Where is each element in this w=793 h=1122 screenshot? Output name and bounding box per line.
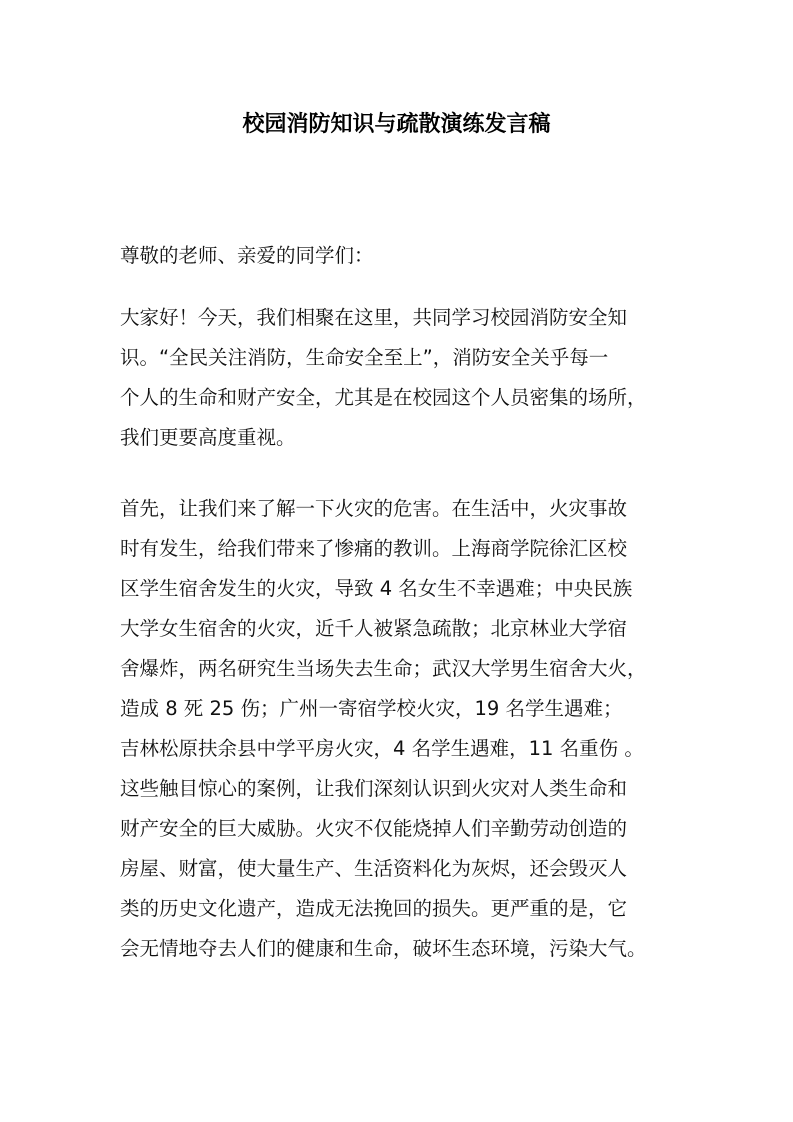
paragraph-line: 我们更要高度重视。 bbox=[120, 426, 296, 449]
paragraph-line: 大学女生宿舍的火灾，近千人被紧急疏散；北京林业大学宿 bbox=[120, 617, 628, 640]
paragraph-fire-hazards bbox=[120, 489, 700, 969]
paragraph-line: 个人的生命和财产安全，尤其是在校园这个人员密集的场所， bbox=[120, 386, 647, 409]
paragraph-line: 大家好！今天，我们相聚在这里，共同学习校园消防安全知 bbox=[120, 306, 628, 329]
paragraph-intro bbox=[120, 298, 700, 458]
paragraph-line: 造成 8 死 25 伤；广州一寄宿学校火灾，19 名学生遇难； bbox=[120, 697, 623, 720]
paragraph-line: 吉林松原扶余县中学平房火灾，4 名学生遇难，11 名重伤 。 bbox=[120, 737, 644, 760]
paragraph-line: 财产安全的巨大威胁。火灾不仅能烧掉人们辛勤劳动创造的 bbox=[120, 817, 628, 840]
paragraph-line: 类的历史文化遗产，造成无法挽回的损失。更严重的是，它 bbox=[120, 897, 628, 920]
paragraph-line: 会无情地夺去人们的健康和生命，破坏生态环境，污染大气。 bbox=[120, 937, 647, 960]
paragraph-line: 首先，让我们来了解一下火灾的危害。在生活中，火灾事故 bbox=[120, 497, 628, 520]
paragraph-line: 房屋、财富，使大量生产、生活资料化为灰烬，还会毁灭人 bbox=[120, 857, 628, 880]
paragraph-line: 区学生宿舍发生的火灾，导致 4 名女生不幸遇难；中央民族 bbox=[120, 577, 633, 600]
paragraph-line: 时有发生，给我们带来了惨痛的教训。上海商学院徐汇区校 bbox=[120, 537, 628, 560]
salutation bbox=[120, 236, 700, 276]
document-title: 校园消防知识与疏散演练发言稿 bbox=[242, 112, 551, 137]
paragraph-line: 识。“全民关注消防，生命安全至上”，消防安全关乎每一 bbox=[120, 346, 609, 369]
salutation-line: 尊敬的老师、亲爱的同学们： bbox=[120, 244, 374, 267]
paragraph-line: 舍爆炸，两名研究生当场失去生命；武汉大学男生宿舍大火， bbox=[120, 657, 647, 680]
paragraph-line: 这些触目惊心的案例，让我们深刻认识到火灾对人类生命和 bbox=[120, 777, 628, 800]
